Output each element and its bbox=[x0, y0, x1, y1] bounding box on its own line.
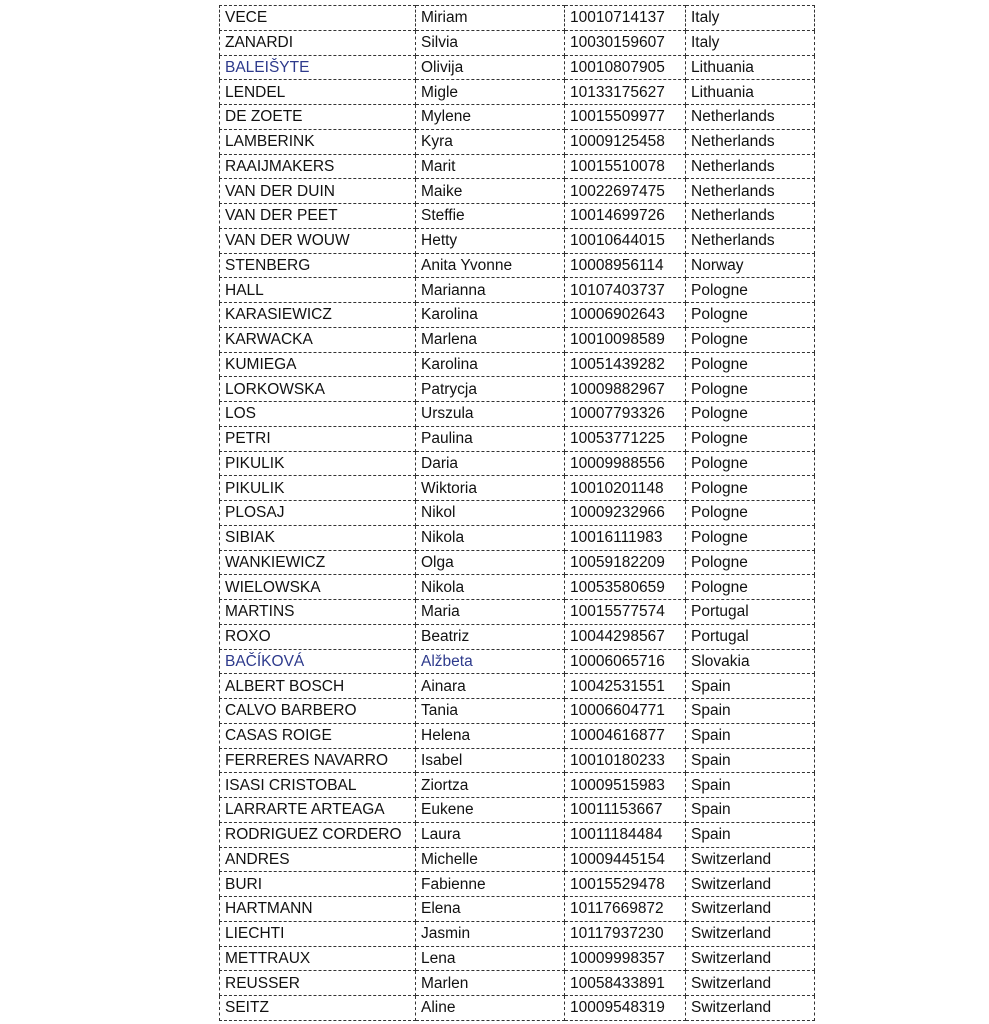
first-name-cell: Elena bbox=[416, 897, 565, 922]
surname-cell: KARASIEWICZ bbox=[220, 303, 416, 328]
first-name-cell: Alžbeta bbox=[416, 649, 565, 674]
first-name-cell: Nikola bbox=[416, 525, 565, 550]
id-cell: 10009232966 bbox=[565, 501, 686, 526]
surname-cell: LAMBERINK bbox=[220, 129, 416, 154]
table-row bbox=[220, 501, 815, 526]
id-cell: 10015529478 bbox=[565, 872, 686, 897]
surname-cell: PIKULIK bbox=[220, 451, 416, 476]
table-row bbox=[220, 476, 815, 501]
first-name-cell: Anita Yvonne bbox=[416, 253, 565, 278]
id-cell: 10053771225 bbox=[565, 426, 686, 451]
surname-cell: KUMIEGA bbox=[220, 352, 416, 377]
id-cell: 10006902643 bbox=[565, 303, 686, 328]
id-cell: 10010201148 bbox=[565, 476, 686, 501]
id-cell: 10009882967 bbox=[565, 377, 686, 402]
first-name-cell: Maike bbox=[416, 179, 565, 204]
id-cell: 10053580659 bbox=[565, 575, 686, 600]
id-cell: 10011153667 bbox=[565, 798, 686, 823]
country-cell: Pologne bbox=[686, 575, 815, 600]
first-name-cell: Marit bbox=[416, 154, 565, 179]
surname-cell: BAČÍKOVÁ bbox=[220, 649, 416, 674]
id-cell: 10042531551 bbox=[565, 674, 686, 699]
first-name-cell: Silvia bbox=[416, 30, 565, 55]
surname-cell: RAAIJMAKERS bbox=[220, 154, 416, 179]
table-row bbox=[220, 649, 815, 674]
first-name-cell: Isabel bbox=[416, 748, 565, 773]
first-name-cell: Tania bbox=[416, 699, 565, 724]
surname-cell: WANKIEWICZ bbox=[220, 550, 416, 575]
country-cell: Spain bbox=[686, 674, 815, 699]
table-row bbox=[220, 798, 815, 823]
country-cell: Pologne bbox=[686, 303, 815, 328]
id-cell: 10009998357 bbox=[565, 946, 686, 971]
first-name-cell: Patrycja bbox=[416, 377, 565, 402]
surname-cell: MARTINS bbox=[220, 600, 416, 625]
id-cell: 10117937230 bbox=[565, 921, 686, 946]
country-cell: Lithuania bbox=[686, 80, 815, 105]
country-cell: Switzerland bbox=[686, 921, 815, 946]
first-name-cell: Kyra bbox=[416, 129, 565, 154]
table-row bbox=[220, 550, 815, 575]
athlete-list-page bbox=[219, 5, 814, 1021]
surname-cell: METTRAUX bbox=[220, 946, 416, 971]
surname-cell: ROXO bbox=[220, 624, 416, 649]
country-cell: Slovakia bbox=[686, 649, 815, 674]
first-name-cell: Marlen bbox=[416, 971, 565, 996]
table-row bbox=[220, 204, 815, 229]
table-row bbox=[220, 278, 815, 303]
id-cell: 10044298567 bbox=[565, 624, 686, 649]
country-cell: Switzerland bbox=[686, 847, 815, 872]
surname-cell: SEITZ bbox=[220, 996, 416, 1021]
first-name-cell: Steffie bbox=[416, 204, 565, 229]
table-row bbox=[220, 624, 815, 649]
id-cell: 10007793326 bbox=[565, 402, 686, 427]
first-name-cell: Karolina bbox=[416, 352, 565, 377]
surname-cell: HALL bbox=[220, 278, 416, 303]
surname-cell: BALEIŠYTE bbox=[220, 55, 416, 80]
id-cell: 10014699726 bbox=[565, 204, 686, 229]
country-cell: Netherlands bbox=[686, 204, 815, 229]
surname-cell: LARRARTE ARTEAGA bbox=[220, 798, 416, 823]
country-cell: Netherlands bbox=[686, 129, 815, 154]
first-name-cell: Maria bbox=[416, 600, 565, 625]
athlete-table bbox=[219, 5, 815, 1021]
surname-cell: CALVO BARBERO bbox=[220, 699, 416, 724]
table-row bbox=[220, 723, 815, 748]
surname-cell: DE ZOETE bbox=[220, 105, 416, 130]
country-cell: Spain bbox=[686, 699, 815, 724]
first-name-cell: Fabienne bbox=[416, 872, 565, 897]
table-row bbox=[220, 154, 815, 179]
first-name-cell: Marianna bbox=[416, 278, 565, 303]
first-name-cell: Aline bbox=[416, 996, 565, 1021]
table-row bbox=[220, 971, 815, 996]
first-name-cell: Paulina bbox=[416, 426, 565, 451]
country-cell: Pologne bbox=[686, 402, 815, 427]
country-cell: Netherlands bbox=[686, 179, 815, 204]
id-cell: 10009548319 bbox=[565, 996, 686, 1021]
first-name-cell: Olivija bbox=[416, 55, 565, 80]
first-name-cell: Nikol bbox=[416, 501, 565, 526]
first-name-cell: Ainara bbox=[416, 674, 565, 699]
table-row bbox=[220, 327, 815, 352]
id-cell: 10010714137 bbox=[565, 6, 686, 31]
id-cell: 10015509977 bbox=[565, 105, 686, 130]
country-cell: Italy bbox=[686, 30, 815, 55]
surname-cell: VAN DER PEET bbox=[220, 204, 416, 229]
first-name-cell: Hetty bbox=[416, 228, 565, 253]
country-cell: Spain bbox=[686, 748, 815, 773]
country-cell: Pologne bbox=[686, 476, 815, 501]
first-name-cell: Miriam bbox=[416, 6, 565, 31]
id-cell: 10015577574 bbox=[565, 600, 686, 625]
country-cell: Pologne bbox=[686, 426, 815, 451]
country-cell: Netherlands bbox=[686, 228, 815, 253]
table-row bbox=[220, 600, 815, 625]
table-row bbox=[220, 6, 815, 31]
surname-cell: PIKULIK bbox=[220, 476, 416, 501]
id-cell: 10010180233 bbox=[565, 748, 686, 773]
country-cell: Pologne bbox=[686, 278, 815, 303]
first-name-cell: Mylene bbox=[416, 105, 565, 130]
first-name-cell: Ziortza bbox=[416, 773, 565, 798]
id-cell: 10011184484 bbox=[565, 822, 686, 847]
first-name-cell: Laura bbox=[416, 822, 565, 847]
surname-cell: STENBERG bbox=[220, 253, 416, 278]
country-cell: Spain bbox=[686, 798, 815, 823]
table-row bbox=[220, 897, 815, 922]
id-cell: 10030159607 bbox=[565, 30, 686, 55]
id-cell: 10117669872 bbox=[565, 897, 686, 922]
country-cell: Pologne bbox=[686, 525, 815, 550]
country-cell: Spain bbox=[686, 822, 815, 847]
athlete-table-body bbox=[220, 6, 815, 1021]
surname-cell: LORKOWSKA bbox=[220, 377, 416, 402]
country-cell: Pologne bbox=[686, 501, 815, 526]
surname-cell: VECE bbox=[220, 6, 416, 31]
id-cell: 10051439282 bbox=[565, 352, 686, 377]
country-cell: Pologne bbox=[686, 550, 815, 575]
surname-cell: BURI bbox=[220, 872, 416, 897]
country-cell: Switzerland bbox=[686, 897, 815, 922]
country-cell: Spain bbox=[686, 773, 815, 798]
first-name-cell: Olga bbox=[416, 550, 565, 575]
surname-cell: VAN DER WOUW bbox=[220, 228, 416, 253]
surname-cell: WIELOWSKA bbox=[220, 575, 416, 600]
country-cell: Switzerland bbox=[686, 872, 815, 897]
id-cell: 10004616877 bbox=[565, 723, 686, 748]
table-row bbox=[220, 451, 815, 476]
table-row bbox=[220, 748, 815, 773]
id-cell: 10133175627 bbox=[565, 80, 686, 105]
surname-cell: CASAS ROIGE bbox=[220, 723, 416, 748]
country-cell: Netherlands bbox=[686, 154, 815, 179]
first-name-cell: Nikola bbox=[416, 575, 565, 600]
table-row bbox=[220, 699, 815, 724]
id-cell: 10058433891 bbox=[565, 971, 686, 996]
table-row bbox=[220, 179, 815, 204]
table-row bbox=[220, 377, 815, 402]
country-cell: Norway bbox=[686, 253, 815, 278]
country-cell: Switzerland bbox=[686, 996, 815, 1021]
surname-cell: ISASI CRISTOBAL bbox=[220, 773, 416, 798]
table-row bbox=[220, 426, 815, 451]
first-name-cell: Marlena bbox=[416, 327, 565, 352]
surname-cell: ANDRES bbox=[220, 847, 416, 872]
table-row bbox=[220, 402, 815, 427]
country-cell: Italy bbox=[686, 6, 815, 31]
first-name-cell: Migle bbox=[416, 80, 565, 105]
country-cell: Pologne bbox=[686, 327, 815, 352]
id-cell: 10010098589 bbox=[565, 327, 686, 352]
first-name-cell: Helena bbox=[416, 723, 565, 748]
id-cell: 10009125458 bbox=[565, 129, 686, 154]
id-cell: 10022697475 bbox=[565, 179, 686, 204]
country-cell: Pologne bbox=[686, 451, 815, 476]
first-name-cell: Eukene bbox=[416, 798, 565, 823]
table-row bbox=[220, 525, 815, 550]
table-row bbox=[220, 773, 815, 798]
surname-cell: ALBERT BOSCH bbox=[220, 674, 416, 699]
id-cell: 10009515983 bbox=[565, 773, 686, 798]
first-name-cell: Lena bbox=[416, 946, 565, 971]
table-row bbox=[220, 946, 815, 971]
first-name-cell: Urszula bbox=[416, 402, 565, 427]
id-cell: 10015510078 bbox=[565, 154, 686, 179]
table-row bbox=[220, 822, 815, 847]
table-row bbox=[220, 253, 815, 278]
surname-cell: LIECHTI bbox=[220, 921, 416, 946]
table-row bbox=[220, 80, 815, 105]
surname-cell: PLOSAJ bbox=[220, 501, 416, 526]
first-name-cell: Jasmin bbox=[416, 921, 565, 946]
first-name-cell: Michelle bbox=[416, 847, 565, 872]
surname-cell: RODRIGUEZ CORDERO bbox=[220, 822, 416, 847]
id-cell: 10059182209 bbox=[565, 550, 686, 575]
surname-cell: LENDEL bbox=[220, 80, 416, 105]
id-cell: 10016111983 bbox=[565, 525, 686, 550]
table-row bbox=[220, 228, 815, 253]
table-row bbox=[220, 847, 815, 872]
table-row bbox=[220, 55, 815, 80]
country-cell: Netherlands bbox=[686, 105, 815, 130]
id-cell: 10009445154 bbox=[565, 847, 686, 872]
first-name-cell: Wiktoria bbox=[416, 476, 565, 501]
table-row bbox=[220, 352, 815, 377]
table-row bbox=[220, 30, 815, 55]
id-cell: 10010644015 bbox=[565, 228, 686, 253]
id-cell: 10006604771 bbox=[565, 699, 686, 724]
surname-cell: PETRI bbox=[220, 426, 416, 451]
first-name-cell: Beatriz bbox=[416, 624, 565, 649]
id-cell: 10107403737 bbox=[565, 278, 686, 303]
country-cell: Spain bbox=[686, 723, 815, 748]
table-row bbox=[220, 674, 815, 699]
country-cell: Portugal bbox=[686, 600, 815, 625]
surname-cell: FERRERES NAVARRO bbox=[220, 748, 416, 773]
country-cell: Pologne bbox=[686, 377, 815, 402]
country-cell: Portugal bbox=[686, 624, 815, 649]
surname-cell: REUSSER bbox=[220, 971, 416, 996]
first-name-cell: Karolina bbox=[416, 303, 565, 328]
table-row bbox=[220, 872, 815, 897]
country-cell: Switzerland bbox=[686, 971, 815, 996]
table-row bbox=[220, 303, 815, 328]
id-cell: 10010807905 bbox=[565, 55, 686, 80]
country-cell: Switzerland bbox=[686, 946, 815, 971]
table-row bbox=[220, 129, 815, 154]
surname-cell: KARWACKA bbox=[220, 327, 416, 352]
country-cell: Pologne bbox=[686, 352, 815, 377]
id-cell: 10006065716 bbox=[565, 649, 686, 674]
surname-cell: LOS bbox=[220, 402, 416, 427]
surname-cell: ZANARDI bbox=[220, 30, 416, 55]
surname-cell: SIBIAK bbox=[220, 525, 416, 550]
first-name-cell: Daria bbox=[416, 451, 565, 476]
table-row bbox=[220, 575, 815, 600]
table-row bbox=[220, 921, 815, 946]
country-cell: Lithuania bbox=[686, 55, 815, 80]
surname-cell: VAN DER DUIN bbox=[220, 179, 416, 204]
id-cell: 10009988556 bbox=[565, 451, 686, 476]
table-row bbox=[220, 105, 815, 130]
surname-cell: HARTMANN bbox=[220, 897, 416, 922]
id-cell: 10008956114 bbox=[565, 253, 686, 278]
table-row bbox=[220, 996, 815, 1021]
